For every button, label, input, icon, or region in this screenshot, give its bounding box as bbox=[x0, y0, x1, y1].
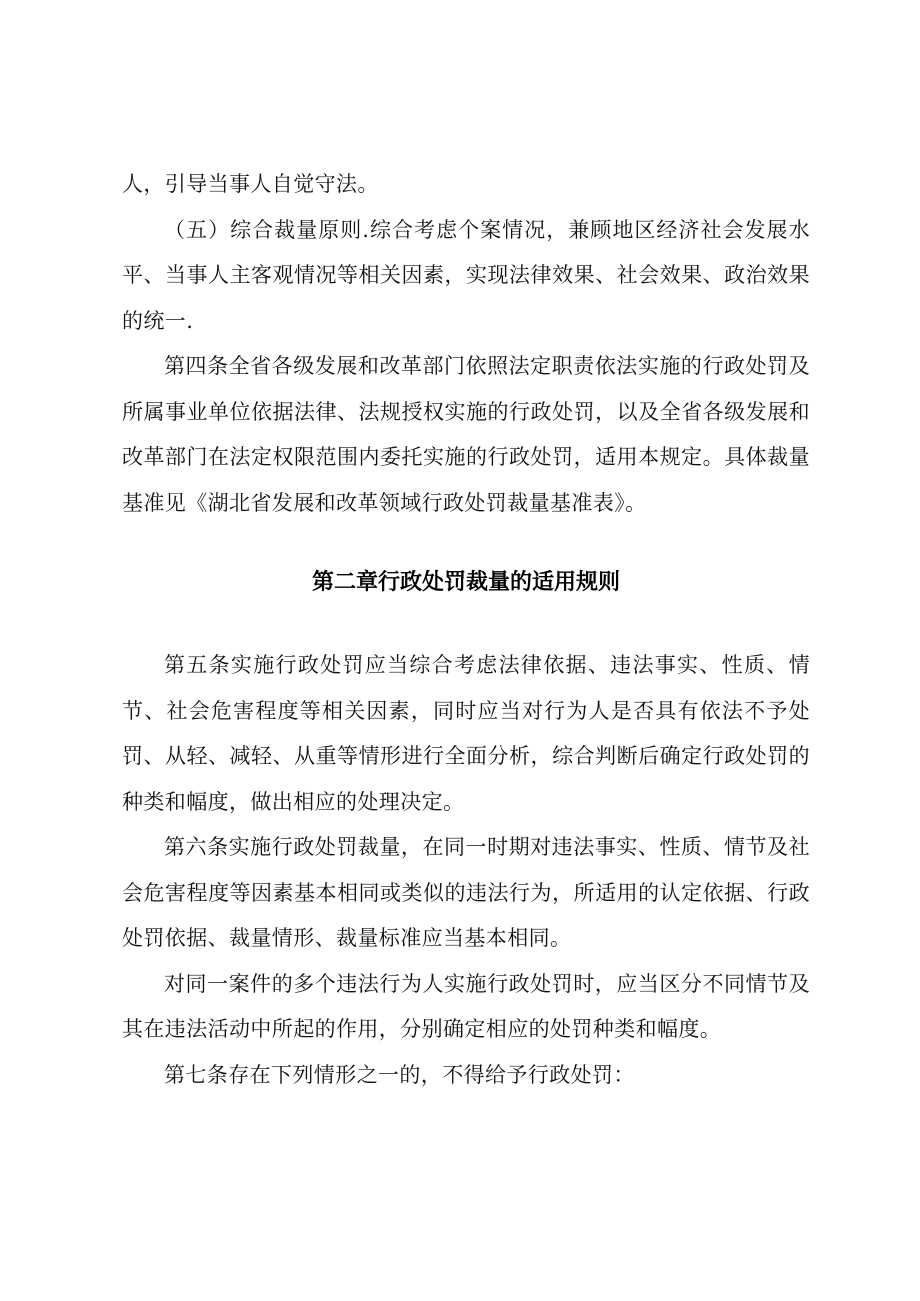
chapter-heading: 第二章行政处罚裁量的适用规则 bbox=[311, 570, 620, 595]
document-body bbox=[122, 162, 810, 1098]
paragraph-article-six: 第六条实施行政处罚裁量，在同一时期对违法事实、性质、情节及社会危害程度等因素基本相同或类似的违法行为，所适用的认定依据、行政处罚依据、裁量情形、裁量标准应当基本相同。 bbox=[122, 835, 810, 950]
paragraph-principle-five: （五）综合裁量原则.综合考虑个案情况，兼顾地区经济社会发展水平、当事人主客观情况等相关因素，实现法律效果、社会效果、政治效果的统一. bbox=[122, 217, 810, 333]
paragraph-article-five: 第五条实施行政处罚应当综合考虑法律依据、违法事实、性质、情节、社会危害程度等相关因素，同时应当对行为人是否具有依法不予处罚、从轻、减轻、从重等情形进行全面分析，综合判断后确定行政处罚的种类和幅度，做出相应的处理决定。 bbox=[122, 653, 810, 814]
paragraph-continuation: 人，引导当事人自觉守法。 bbox=[122, 172, 379, 196]
paragraph-multiple-offenders: 对同一案件的多个违法行为人实施行政处罚时，应当区分不同情节及其在违法活动中所起的作用，分别确定相应的处罚种类和幅度。 bbox=[122, 971, 810, 1041]
paragraph-article-four: 第四条全省各级发展和改革部门依照法定职责依法实施的行政处罚及所属事业单位依据法律、法规授权实施的行政处罚，以及全省各级发展和改革部门在法定权限范围内委托实施的行政处罚，适用本规定。具体裁量基准见《湖北省发展和改革领域行政处罚裁量基准表》。 bbox=[122, 354, 810, 515]
paragraph-article-seven: 第七条存在下列情形之一的，不得给予行政处罚： bbox=[164, 1062, 635, 1087]
